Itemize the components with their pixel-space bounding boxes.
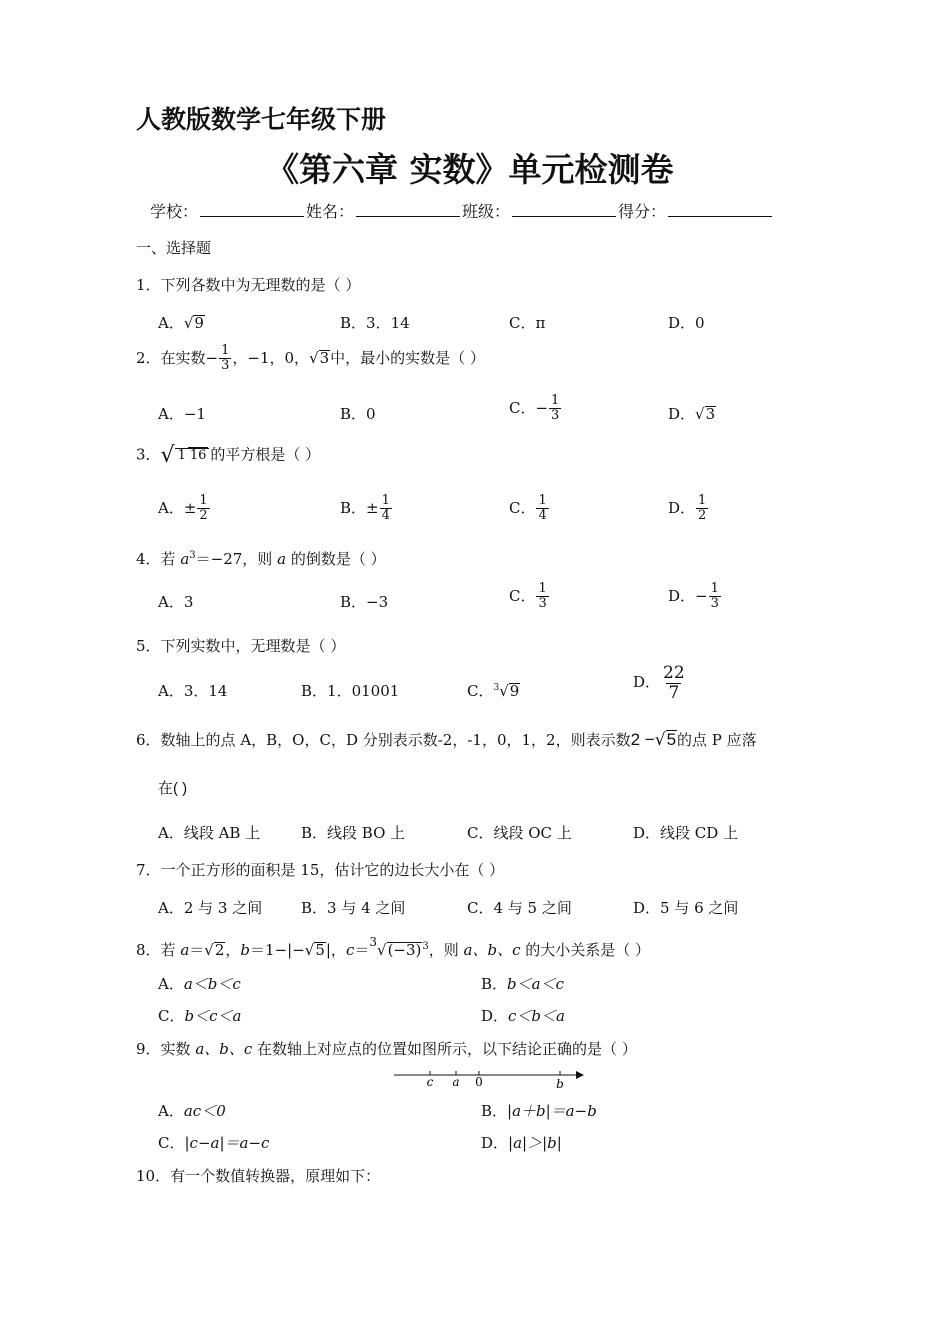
class-label: 班级： [462, 202, 511, 221]
q2-option-c[interactable]: C．− $\frac{1}{3}$ [509, 393, 560, 424]
q9-option-c[interactable]: C．|c−a|＝a−c [158, 1134, 270, 1152]
q8-option-b[interactable]: B．b＜a＜c [481, 975, 564, 993]
q4-option-a[interactable]: A．3 [158, 593, 194, 611]
label-b: b [556, 1077, 564, 1091]
q4-option-c[interactable]: C． $\frac{1}{3}$ [509, 581, 547, 612]
question-2: 2．在实数− $\frac{1}{3}$ ，−1，0，√3中，最小的实数是（ ） [136, 343, 485, 374]
publisher-heading: 人教版数学七年级下册 [136, 105, 387, 134]
question-9: 9．实数 a、b、c 在数轴上对应点的位置如图所示，以下结论正确的是（ ） [136, 1040, 637, 1058]
q9-option-d[interactable]: D．|a|＞|b| [481, 1134, 562, 1152]
q8-option-d[interactable]: D．c＜b＜a [481, 1007, 565, 1025]
q5-option-d[interactable]: D． $\frac{22}{7}$ [633, 663, 685, 703]
q6-option-d[interactable]: D．线段 CD 上 [633, 824, 739, 842]
q3-option-a[interactable]: A．± $\frac{1}{2}$ [158, 493, 208, 524]
name-field[interactable] [356, 202, 460, 217]
q3-option-b[interactable]: B．± $\frac{1}{4}$ [340, 493, 390, 524]
q5-option-a[interactable]: A．3．14 [158, 682, 228, 700]
q4-option-b[interactable]: B．−3 [340, 593, 389, 611]
label-c: c [426, 1075, 434, 1089]
section-title: 一、选择题 [136, 239, 212, 257]
q6-option-a[interactable]: A．线段 AB 上 [158, 824, 261, 842]
q4-option-d[interactable]: D．− $\frac{1}{3}$ [668, 581, 719, 612]
question-7: 7．一个正方形的面积是 15，估计它的边长大小在（ ） [136, 861, 505, 879]
q9-option-a[interactable]: A．ac＜0 [158, 1102, 226, 1120]
page-title: 《第六章 实数》单元检测卷 [266, 150, 674, 189]
axis-arrow-icon [576, 1071, 584, 1079]
question-1: 1．下列各数中为无理数的是（ ） [136, 276, 361, 294]
q9-option-b[interactable]: B．|a＋b|＝a−b [481, 1102, 597, 1120]
label-a: a [452, 1075, 460, 1089]
q7-option-a[interactable]: A．2 与 3 之间 [158, 899, 263, 917]
label-zero: 0 [475, 1075, 483, 1089]
q7-option-b[interactable]: B．3 与 4 之间 [301, 899, 406, 917]
q1-option-d[interactable]: D．0 [668, 314, 705, 332]
number-line-figure [390, 1066, 590, 1092]
q6-option-c[interactable]: C．线段 OC 上 [467, 824, 572, 842]
q8-option-c[interactable]: C．b＜c＜a [158, 1007, 242, 1025]
q5-option-b[interactable]: B．1．01001 [301, 682, 400, 700]
q3-option-d[interactable]: D． $\frac{1}{2}$ [668, 493, 707, 524]
q5-option-c[interactable]: C．$^3$√9 [467, 682, 520, 700]
question-3: 3．√ 1 16 的平方根是（ ） [136, 443, 321, 468]
q3-option-c[interactable]: C． $\frac{1}{4}$ [509, 493, 547, 524]
q7-option-c[interactable]: C．4 与 5 之间 [467, 899, 572, 917]
q7-option-d[interactable]: D．5 与 6 之间 [633, 899, 739, 917]
question-6: 6．数轴上的点 A，B，O，C，D 分别表示数-2，-1，0，1，2，则表示数2 −√5的点 P 应落 [136, 730, 757, 750]
fraction: $\frac{1}{3}$ [221, 343, 230, 374]
q2-option-b[interactable]: B．0 [340, 405, 376, 423]
name-label: 姓名： [306, 202, 355, 221]
q8-option-a[interactable]: A．a＜b＜c [158, 975, 241, 993]
score-field[interactable] [668, 202, 772, 217]
q2-option-d[interactable]: D．√3 [668, 405, 716, 423]
q1-option-b[interactable]: B．3．14 [340, 314, 410, 332]
q1-option-a[interactable]: A．√9 [158, 314, 204, 332]
q6-option-b[interactable]: B．线段 BO 上 [301, 824, 406, 842]
school-field[interactable] [200, 202, 304, 217]
score-label: 得分： [618, 202, 667, 221]
question-8: 8．若 a＝√2，b＝1−|−√5|，$c=^3√(-3)^3$，则 a、b、c 的大小关系是（ ） [136, 935, 651, 959]
school-label: 学校： [150, 202, 199, 221]
q1-option-c[interactable]: C．π [509, 314, 546, 332]
q2-option-a[interactable]: A．−1 [158, 405, 206, 423]
question-5: 5．下列实数中，无理数是（ ） [136, 637, 346, 655]
info-fields [150, 199, 774, 222]
question-4: 4．若 $a^3=-27$，则 a 的倒数是（ ） [136, 550, 386, 568]
question-6-line2: 在( ) [158, 780, 188, 797]
class-field[interactable] [512, 202, 616, 217]
question-10: 10．有一个数值转换器，原理如下： [136, 1167, 381, 1185]
